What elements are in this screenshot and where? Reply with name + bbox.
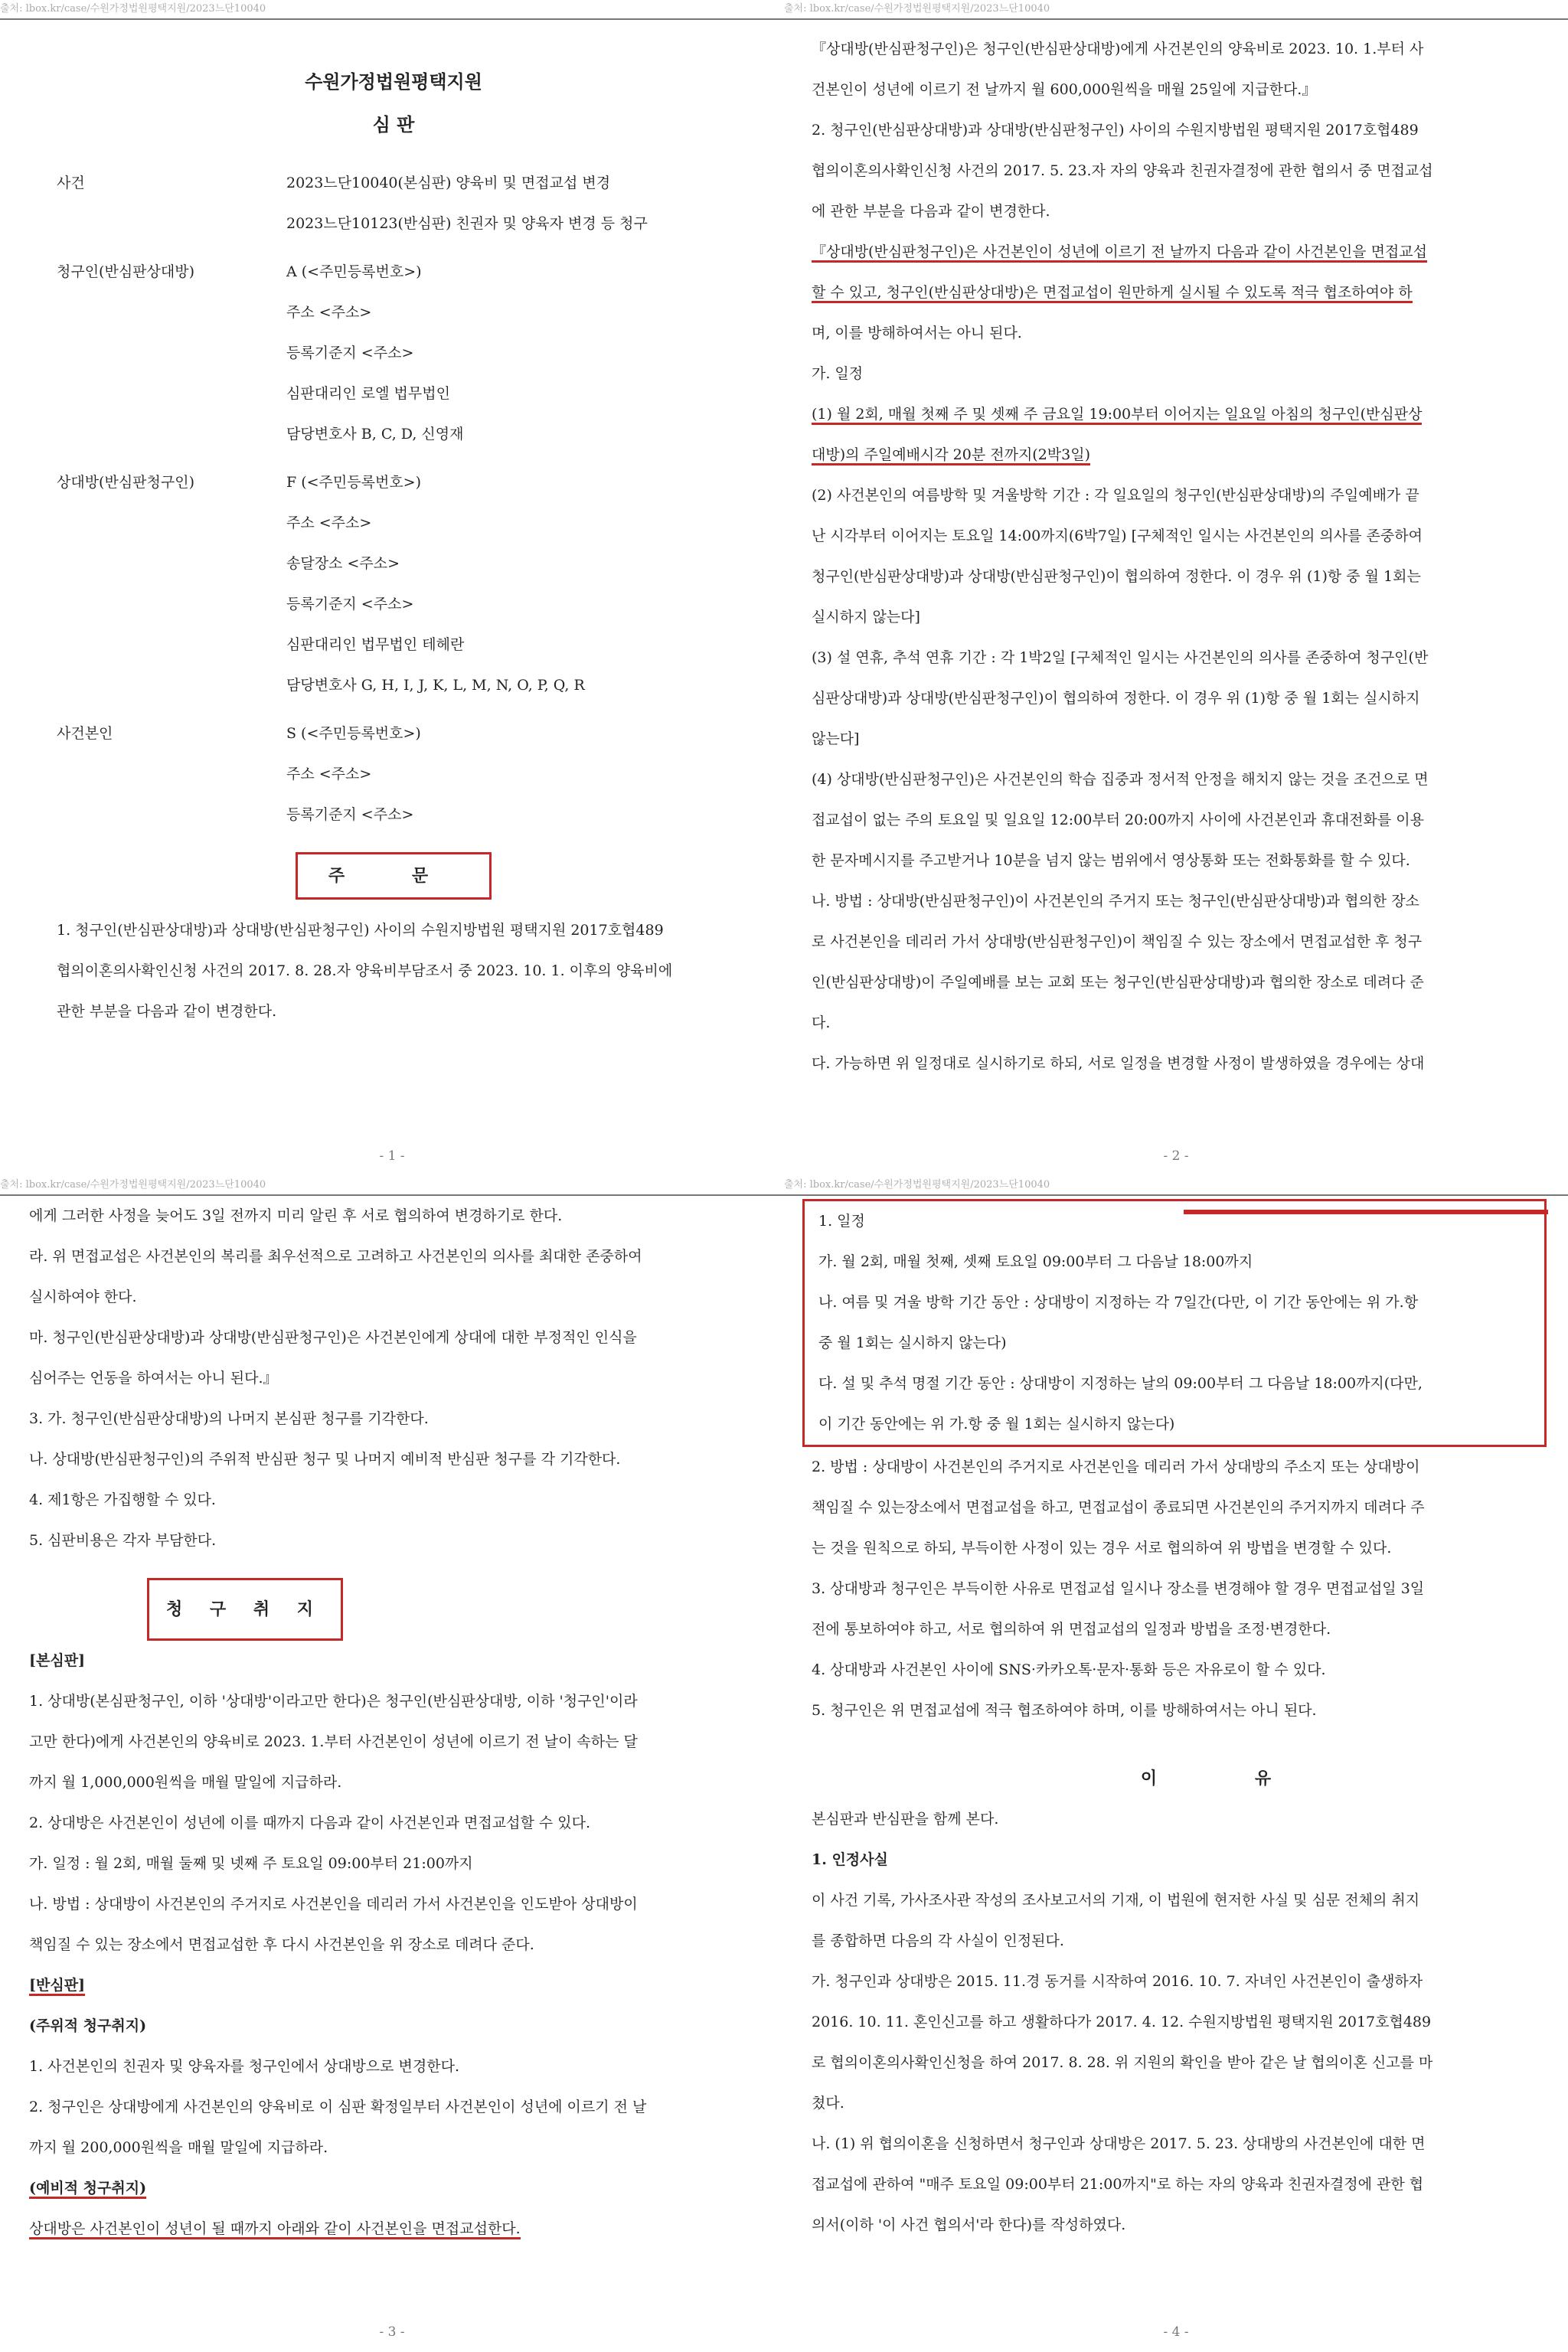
jumun-box: 주 문 xyxy=(296,852,492,900)
text-line xyxy=(812,557,1554,597)
party-label: 청구인(반심판상대방) xyxy=(57,263,195,280)
party-row xyxy=(57,333,730,374)
text-line-content: 1. 일정 xyxy=(818,1213,865,1230)
text-line: 관한 부분을 다음과 같이 변경한다. xyxy=(57,1003,277,1020)
text-line xyxy=(812,232,1554,273)
party-value: 등록기준지 <주소> xyxy=(286,806,414,823)
text-line xyxy=(818,1364,1530,1404)
text-line-content: 며, 이를 방해하여서는 아니 된다. xyxy=(812,325,1022,341)
party-row xyxy=(57,665,730,706)
party-label xyxy=(57,204,286,244)
party-value: S (<주민등록번호>) xyxy=(286,725,421,742)
party-value: 담당변호사 B, C, D, 신영재 xyxy=(286,426,464,443)
party-row xyxy=(57,414,730,455)
page-4-body-c xyxy=(812,1799,1547,2246)
party-value: 주소 <주소> xyxy=(286,766,372,782)
text-line xyxy=(29,1722,764,1762)
text-line-content: 4. 제1항은 가집행할 수 있다. xyxy=(29,1491,216,1508)
page-4-body-b xyxy=(812,1447,1547,1731)
party-value: F (<주민등록번호>) xyxy=(286,474,422,491)
text-line-content: 본심판과 반심판을 함께 본다. xyxy=(812,1811,999,1828)
document-page-1 xyxy=(0,0,784,1176)
text-line-content: 가. 일정 xyxy=(812,365,864,382)
text-line xyxy=(812,2002,1547,2043)
text-line xyxy=(812,475,1554,516)
text-line-content: 접교섭에 관하여 "매주 토요일 09:00부터 21:00까지"로 하는 자의 양육과 친권자결정에 관한 협 xyxy=(812,2176,1424,2193)
text-line xyxy=(29,1762,764,1803)
source-url: 출처: lbox.kr/case/수원가정법원평택지원/2023느단10040 xyxy=(0,3,266,15)
party-label: 사건 xyxy=(57,175,85,191)
text-line-content: 실시하지 않는다] xyxy=(812,609,920,626)
text-line-content: 심판상대방)과 상대방(반심판청구인)이 협의하여 정한다. 이 경우 위 (1)항 중 월 1회는 실시하지 xyxy=(812,690,1420,707)
parties-block xyxy=(57,163,730,835)
party-value: 등록기준지 <주소> xyxy=(286,596,414,612)
party-row xyxy=(57,754,730,795)
text-line xyxy=(29,1803,764,1844)
text-line-content: 할 수 있고, 청구인(반심판상대방)은 면접교섭이 원만하게 실시될 수 있도록 적극 협조하여야 하 xyxy=(812,284,1413,303)
text-line xyxy=(29,1521,764,1561)
text-line xyxy=(812,1003,1554,1044)
text-line-content: 『상대방(반심판청구인)은 사건본인이 성년에 이르기 전 날까지 다음과 같이 사건본인을 면접교섭 xyxy=(812,243,1427,263)
text-line xyxy=(812,1799,1547,1840)
party-label xyxy=(57,795,286,835)
text-line-content: 로 사건본인을 데리러 가서 상대방(반심판청구인)이 책임질 수 있는 장소에서 면접교섭한 후 청구 xyxy=(812,933,1423,950)
text-line xyxy=(812,151,1554,191)
text-line-content: 청구인(반심판상대방)과 상대방(반심판청구인)이 협의하여 정한다. 이 경우 위 (1)항 중 월 1회는 xyxy=(812,568,1421,585)
party-label xyxy=(57,754,286,795)
text-line-content: 인(반심판상대방)이 주일예배를 보는 교회 또는 청구인(반심판상대방)과 협의한 장소로 데려다 준 xyxy=(812,974,1424,991)
party-row xyxy=(57,714,730,754)
text-line-content: 이 기간 동안에는 위 가.항 중 월 1회는 실시하지 않는다) xyxy=(818,1416,1175,1432)
text-line xyxy=(29,1884,764,1925)
text-line xyxy=(29,2047,764,2087)
page-number: - 2 - xyxy=(1163,1148,1189,1164)
text-line xyxy=(29,2087,764,2128)
text-line xyxy=(818,1323,1530,1364)
text-line-content: 실시하여야 한다. xyxy=(29,1289,137,1305)
text-line-content: 책임질 수 있는 장소에서 면접교섭한 후 다시 사건본인을 위 장소로 데려다 준다. xyxy=(29,1936,534,1953)
jumun-body xyxy=(57,910,730,1032)
text-line xyxy=(29,1681,764,1722)
jumun-heading xyxy=(57,852,730,900)
source-url: 출처: lbox.kr/case/수원가정법원평택지원/2023느단10040 xyxy=(784,3,1050,15)
header-divider xyxy=(784,18,1568,20)
text-line xyxy=(812,191,1554,232)
text-line xyxy=(812,962,1554,1003)
text-line-content: 마. 청구인(반심판상대방)과 상대방(반심판청구인)은 사건본인에게 상대에 대한 부정적인 인식을 xyxy=(29,1329,637,1346)
page-3-body-c xyxy=(29,2047,764,2168)
text-line-content: 2. 방법 : 상대방이 사건본인의 주거지로 사건본인을 데리러 가서 상대방의 주소지 또는 상대방이 xyxy=(812,1459,1420,1475)
text-line xyxy=(812,1921,1547,1962)
party-value: 2023느단10123(반심판) 친권자 및 양육자 변경 등 청구 xyxy=(286,215,648,232)
text-line-content: 책임질 수 있는장소에서 면접교섭을 하고, 면접교섭이 종료되면 사건본인의 주거지까지 데려다 주 xyxy=(812,1499,1425,1516)
party-value: 등록기준지 <주소> xyxy=(286,345,414,361)
text-line-content: 에 관한 부분을 다음과 같이 변경한다. xyxy=(812,203,1050,220)
party-label: 사건본인 xyxy=(57,725,113,742)
bonsimpan-heading: [본심판] xyxy=(29,1652,86,1669)
cheonggu-box: 청 구 취 지 xyxy=(147,1578,343,1641)
document-title: 심 판 xyxy=(372,113,415,136)
text-line-content: 2. 청구인(반심판상대방)과 상대방(반심판청구인) 사이의 수원지방법원 평택지원 2017호협489 xyxy=(812,122,1419,139)
text-line-content: 1. 인정사실 xyxy=(812,1851,888,1868)
party-label xyxy=(57,665,286,706)
text-line xyxy=(818,1242,1530,1282)
source-url: 출처: lbox.kr/case/수원가정법원평택지원/2023느단10040 xyxy=(784,1179,1050,1191)
document-page-4 xyxy=(784,1176,1568,2352)
text-line xyxy=(812,2083,1547,2124)
juwi-heading: (주위적 청구취지) xyxy=(29,2017,147,2034)
text-line-content: (2) 사건본인의 여름방학 및 겨울방학 기간 : 각 일요일의 청구인(반심판상대방)의 주일예배가 끝 xyxy=(812,487,1419,504)
party-row xyxy=(57,795,730,835)
text-line xyxy=(812,2164,1547,2205)
text-line xyxy=(812,881,1554,922)
text-line xyxy=(812,70,1554,110)
party-label xyxy=(57,292,286,333)
text-line-content: 에게 그러한 사정을 늦어도 3일 전까지 미리 알린 후 서로 협의하여 변경하기로 한다. xyxy=(29,1207,563,1224)
text-line xyxy=(812,1528,1547,1569)
text-line xyxy=(29,1925,764,1965)
text-line xyxy=(812,1447,1547,1488)
text-line xyxy=(29,1318,764,1358)
text-line-content: 접교섭이 없는 주의 토요일 및 일요일 12:00부터 20:00까지 사이에 사건본인과 휴대전화를 이용 xyxy=(812,812,1424,828)
text-line xyxy=(812,1044,1554,1084)
text-line xyxy=(812,354,1554,394)
text-line xyxy=(812,678,1554,719)
text-line xyxy=(812,435,1554,475)
text-line-content: 가. 일정 : 월 2회, 매월 둘째 및 넷째 주 토요일 09:00부터 21:00까지 xyxy=(29,1855,473,1872)
text-line xyxy=(818,1404,1530,1445)
cheonggu-heading xyxy=(29,1578,764,1641)
text-line xyxy=(818,1282,1530,1323)
source-url: 출처: lbox.kr/case/수원가정법원평택지원/2023느단10040 xyxy=(0,1179,266,1191)
party-value: 주소 <주소> xyxy=(286,304,372,321)
text-line-content: 나. 방법 : 상대방이 사건본인의 주거지로 사건본인을 데리러 가서 사건본인을 인도받아 상대방이 xyxy=(29,1896,638,1913)
text-line-content: 2016. 10. 11. 혼인신고를 하고 생활하다가 2017. 4. 12. 수원지방법원 평택지원 2017호협489 xyxy=(812,2014,1432,2030)
text-line xyxy=(812,1569,1547,1609)
text-line-content: (4) 상대방(반심판청구인)은 사건본인의 학습 집중과 정서적 안정을 해치지 않는 것을 조건으로 면 xyxy=(812,771,1429,788)
text-line-content: 않는다] xyxy=(812,730,860,747)
party-label xyxy=(57,544,286,584)
text-line xyxy=(812,1650,1547,1690)
text-line xyxy=(812,29,1554,70)
text-line xyxy=(812,1880,1547,1921)
text-line xyxy=(29,1358,764,1399)
text-line-content: 가. 청구인과 상대방은 2015. 11.경 동거를 시작하여 2016. 10. 7. 자녀인 사건본인이 출생하자 xyxy=(812,1973,1423,1990)
text-line xyxy=(812,110,1554,151)
text-line-content: 협의이혼의사확인신청 사건의 2017. 5. 23.자 자의 양육과 친권자결정에 관한 협의서 중 면접교섭 xyxy=(812,162,1433,179)
text-line-content: 다. 설 및 추석 명절 기간 동안 : 상대방이 지정하는 날의 09:00부터 그 다음날 18:00까지(다만, xyxy=(818,1375,1423,1392)
schedule-box xyxy=(802,1199,1547,1447)
party-label xyxy=(57,414,286,455)
party-row xyxy=(57,252,730,292)
party-label: 상대방(반심판청구인) xyxy=(57,474,195,491)
page-number: - 4 - xyxy=(1163,2324,1189,2340)
header-divider xyxy=(784,1194,1568,1196)
text-line xyxy=(812,719,1554,760)
text-line-content: 까지 월 1,000,000원씩을 매월 말일에 지급하라. xyxy=(29,1774,342,1791)
text-line xyxy=(812,841,1554,881)
text-line-content: 한 문자메시지를 주고받거나 10분을 넘지 않는 범위에서 영상통화 또는 전화통화를 할 수 있다. xyxy=(812,852,1410,869)
party-label xyxy=(57,333,286,374)
text-line xyxy=(812,2043,1547,2083)
text-line xyxy=(812,922,1554,962)
text-line-content: 난 시각부터 이어지는 토요일 14:00까지(6박7일) [구체적인 일시는 사건본인의 의사를 존중하여 xyxy=(812,528,1423,544)
text-line xyxy=(29,1439,764,1480)
party-label xyxy=(57,584,286,625)
text-line xyxy=(812,516,1554,557)
text-line xyxy=(29,1236,764,1277)
text-line xyxy=(29,1399,764,1439)
text-line xyxy=(812,800,1554,841)
text-line-content: 2. 청구인은 상대방에게 사건본인의 양육비로 이 심판 확정일부터 사건본인이 성년에 이르기 전 날 xyxy=(29,2099,647,2115)
text-line-content: 3. 가. 청구인(반심판상대방)의 나머지 본심판 청구를 기각한다. xyxy=(29,1410,429,1427)
text-line-content: (3) 설 연휴, 추석 연휴 기간 : 각 1박2일 [구체적인 일시는 사건본인의 의사를 존중하여 청구인(반 xyxy=(812,649,1429,666)
text-line xyxy=(812,1488,1547,1528)
text-line xyxy=(812,1962,1547,2002)
text-line-content: 2. 상대방은 사건본인이 성년에 이를 때까지 다음과 같이 사건본인과 면접교섭할 수 있다. xyxy=(29,1815,590,1831)
text-line-content: 대방)의 주일예배시각 20분 전까지(2박3일) xyxy=(812,446,1090,466)
text-line-content: 다. 가능하면 위 일정대로 실시하기로 하되, 서로 일정을 변경할 사정이 발생하였을 경우에는 상대 xyxy=(812,1055,1425,1072)
party-value: 심판대리인 로엘 법무법인 xyxy=(286,385,450,402)
text-line xyxy=(812,313,1554,354)
text-line-content: 『상대방(반심판청구인)은 청구인(반심판상대방)에게 사건본인의 양육비로 2023. 10. 1.부터 사 xyxy=(812,41,1424,57)
text-line-content: 심어주는 언동을 하여서는 아니 된다.』 xyxy=(29,1370,278,1387)
header-divider xyxy=(0,18,784,20)
text-line xyxy=(812,2205,1547,2246)
text-line: 협의이혼의사확인신청 사건의 2017. 8. 28.자 양육비부담조서 중 2023. 10. 1. 이후의 양육비에 xyxy=(57,962,673,979)
party-value: 담당변호사 G, H, I, J, K, L, M, N, O, P, Q, R xyxy=(286,677,585,694)
party-row xyxy=(57,625,730,665)
bansimpan-heading: [반심판] xyxy=(29,1965,764,2006)
text-line-content: 는 것을 원칙으로 하되, 부득이한 사정이 있는 경우 서로 협의하여 위 방법을 변경할 수 있다. xyxy=(812,1540,1392,1557)
party-row xyxy=(57,584,730,625)
text-line-content: 1. 사건본인의 친권자 및 양육자를 청구인에서 상대방으로 변경한다. xyxy=(29,2058,460,2075)
text-line xyxy=(29,1196,764,1236)
party-value: 심판대리인 법무법인 테헤란 xyxy=(286,636,465,653)
text-line-content: 까지 월 200,000원씩을 매월 말일에 지급하라. xyxy=(29,2139,328,2156)
party-row xyxy=(57,204,730,244)
text-line-content: (1) 월 2회, 매월 첫째 주 및 셋째 주 금요일 19:00부터 이어지는 일요일 아침의 청구인(반심판상 xyxy=(812,406,1422,425)
text-line xyxy=(29,1844,764,1884)
text-line xyxy=(29,2128,764,2168)
page-number: - 3 - xyxy=(379,2324,405,2340)
text-line-content: 5. 심판비용은 각자 부담한다. xyxy=(29,1532,217,1549)
text-line xyxy=(812,2124,1547,2164)
page-3-body-a xyxy=(29,1196,764,1561)
text-line-content: 건본인이 성년에 이르기 전 날까지 월 600,000원씩을 매월 25일에 지급한다.』 xyxy=(812,81,1317,98)
text-line-content: 나. 방법 : 상대방(반심판청구인)이 사건본인의 주거지 또는 청구인(반심판상대방)과 협의한 장소 xyxy=(812,893,1419,910)
text-line-content: 5. 청구인은 위 면접교섭에 적극 협조하여야 하며, 이를 방해하여서는 아니 된다. xyxy=(812,1702,1317,1719)
page-2-body xyxy=(812,29,1554,1084)
schedule-lines xyxy=(818,1201,1530,1445)
text-line xyxy=(812,1690,1547,1731)
text-line-content: 나. (1) 위 협의이혼을 신청하면서 청구인과 상대방은 2017. 5. 23. 상대방의 사건본인에 대한 면 xyxy=(812,2135,1426,2152)
text-line xyxy=(812,1609,1547,1650)
page-3-body-b xyxy=(29,1681,764,1965)
party-row xyxy=(57,374,730,414)
text-line-content: 를 종합하면 다음의 각 사실이 인정된다. xyxy=(812,1932,1064,1949)
text-line-content: 라. 위 면접교섭은 사건본인의 복리를 최우선적으로 고려하고 사건본인의 의사를 최대한 존중하여 xyxy=(29,1248,642,1265)
text-line xyxy=(812,760,1554,800)
text-line-content: 3. 상대방과 청구인은 부득이한 사유로 면접교섭 일시나 장소를 변경해야 할 경우 면접교섭일 3일 xyxy=(812,1580,1425,1597)
text-line-content: 가. 월 2회, 매월 첫째, 셋째 토요일 09:00부터 그 다음날 18:00까지 xyxy=(818,1253,1253,1270)
page-number: - 1 - xyxy=(379,1148,405,1164)
text-line xyxy=(812,597,1554,638)
party-value: 2023느단10040(본심판) 양육비 및 면접교섭 변경 xyxy=(286,175,611,191)
party-label xyxy=(57,374,286,414)
text-line-content: 다. xyxy=(812,1014,831,1031)
yebi-heading: (예비적 청구취지) xyxy=(29,2168,764,2209)
text-line xyxy=(812,638,1554,678)
text-line-content: 나. 여름 및 겨울 방학 기간 동안 : 상대방이 지정하는 각 7일간(다만, 이 기간 동안에는 위 가.항 xyxy=(818,1294,1419,1311)
text-line-content: 쳤다. xyxy=(812,2095,844,2112)
text-line xyxy=(812,394,1554,435)
party-value: 송달장소 <주소> xyxy=(286,555,400,572)
text-line xyxy=(818,1201,1530,1242)
party-value: A (<주민등록번호>) xyxy=(286,263,422,280)
text-line-content: 나. 상대방(반심판청구인)의 주위적 반심판 청구 및 나머지 예비적 반심판 청구를 각 기각한다. xyxy=(29,1451,621,1468)
document-page-2 xyxy=(784,0,1568,1176)
text-line xyxy=(812,273,1554,313)
text-line-content: 1. 상대방(본심판청구인, 이하 '상대방'이라고만 한다)은 청구인(반심판상대방, 이하 '청구인'이라 xyxy=(29,1693,638,1710)
party-row xyxy=(57,163,730,204)
party-row xyxy=(57,503,730,544)
text-line-content: 의서(이하 '이 사건 협의서'라 한다)를 작성하였다. xyxy=(812,2216,1126,2233)
court-name: 수원가정법원평택지원 xyxy=(305,70,482,93)
text-line-content: 고만 한다)에게 사건본인의 양육비로 2023. 1.부터 사건본인이 성년에 이르기 전 날이 속하는 달 xyxy=(29,1733,638,1750)
party-value: 주소 <주소> xyxy=(286,514,372,531)
iyu-heading: 이 유 xyxy=(1140,1769,1318,1788)
yebi-text: 상대방은 사건본인이 성년이 될 때까지 아래와 같이 사건본인을 면접교섭한다. xyxy=(29,2209,764,2249)
text-line-content: 로 협의이혼의사확인신청을 하여 2017. 8. 28. 위 지원의 확인을 받아 같은 날 협의이혼 신고를 마 xyxy=(812,2054,1433,2071)
text-line xyxy=(29,1277,764,1318)
text-line-content: 이 사건 기록, 가사조사관 작성의 조사보고서의 기재, 이 법원에 현저한 사실 및 심문 전체의 취지 xyxy=(812,1892,1420,1909)
text-line-content: 전에 통보하여야 하고, 서로 협의하여 위 면접교섭의 일정과 방법을 조정·변경한다. xyxy=(812,1621,1331,1638)
text-line-content: 중 월 1회는 실시하지 않는다) xyxy=(818,1334,1007,1351)
document-page-3 xyxy=(0,1176,784,2352)
party-row xyxy=(57,544,730,584)
party-label xyxy=(57,503,286,544)
party-row xyxy=(57,292,730,333)
text-line xyxy=(29,1480,764,1521)
text-line-content: 4. 상대방과 사건본인 사이에 SNS·카카오톡·문자·통화 등은 자유로이 할 수 있다. xyxy=(812,1661,1326,1678)
text-line: 1. 청구인(반심판상대방)과 상대방(반심판청구인) 사이의 수원지방법원 평택지원 2017호협489 xyxy=(57,922,664,939)
text-line xyxy=(812,1840,1547,1880)
party-row xyxy=(57,462,730,503)
party-label xyxy=(57,625,286,665)
